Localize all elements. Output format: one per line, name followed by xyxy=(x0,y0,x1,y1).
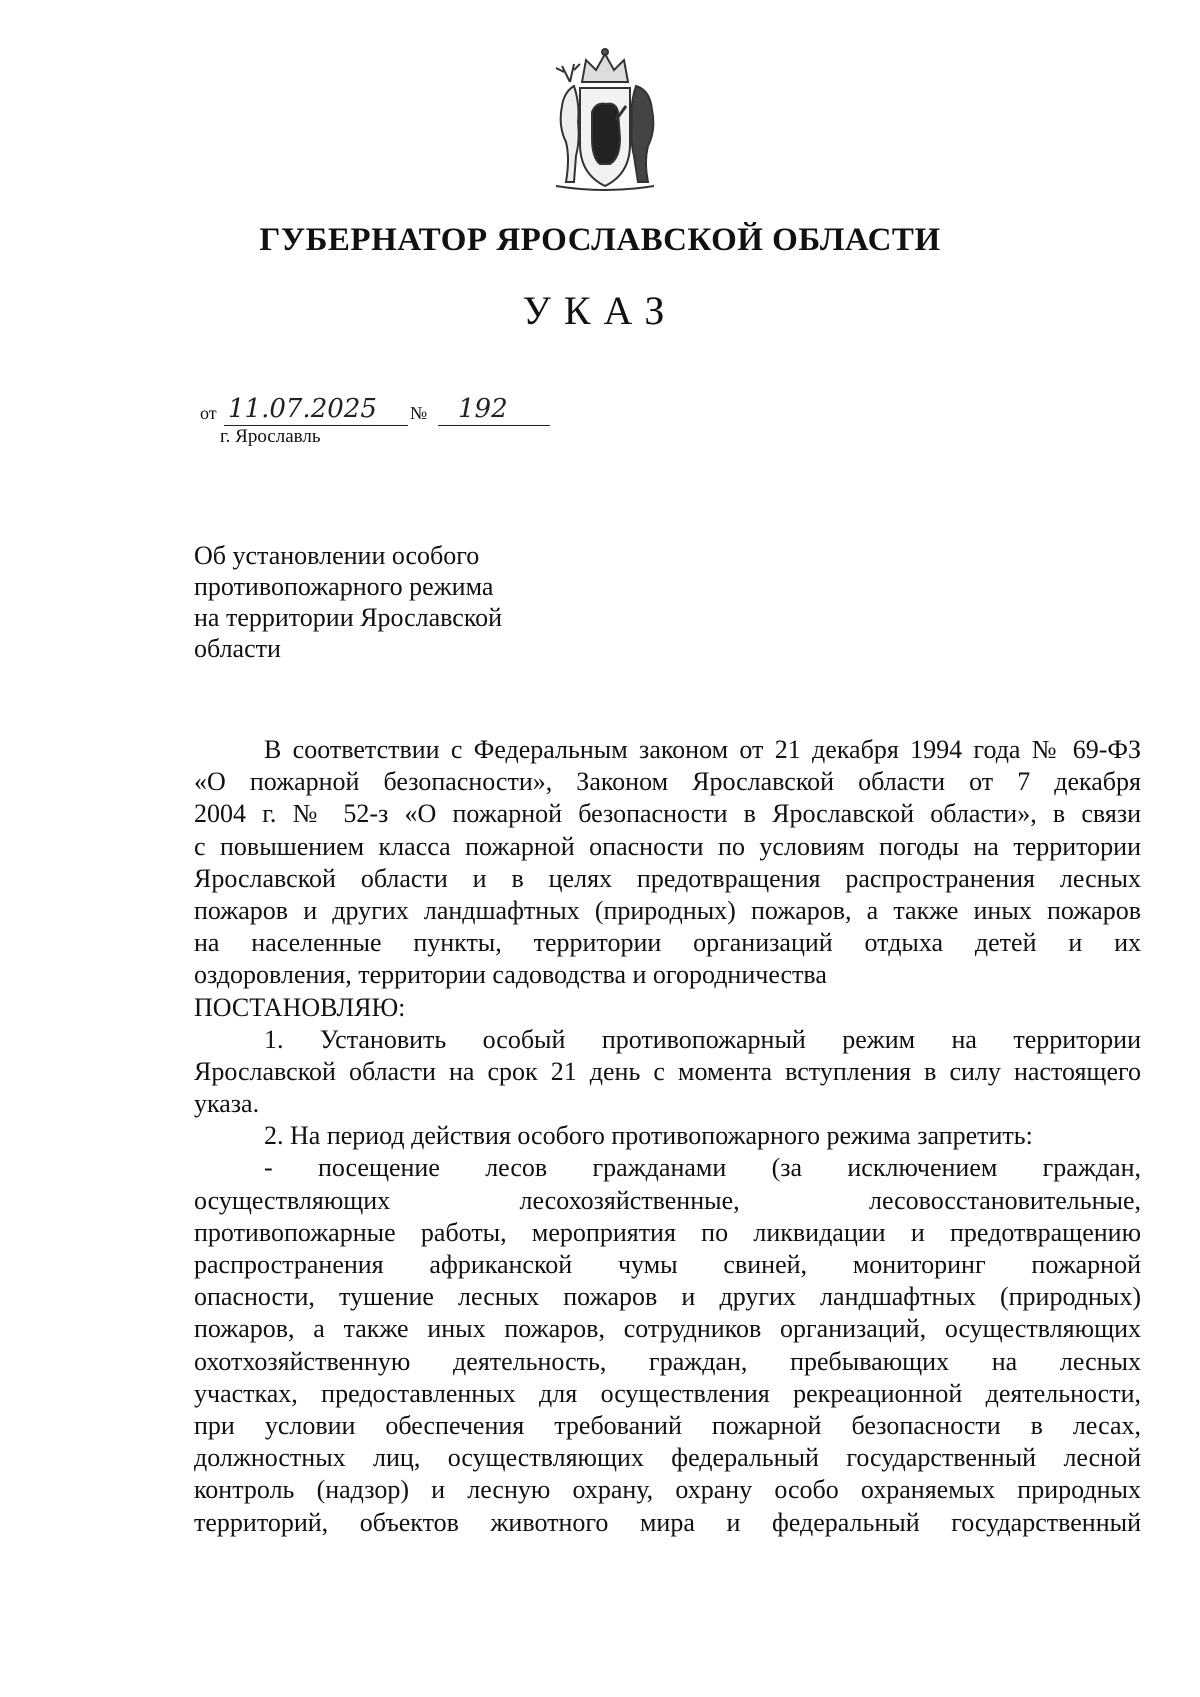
date-prefix: от xyxy=(200,403,217,423)
issuing-authority: ГУБЕРНАТОР ЯРОСЛАВСКОЙ ОБЛАСТИ xyxy=(259,222,941,258)
preamble-line: 2004 г. № 52-з «О пожарной безопасности в Ярославской области», в связи xyxy=(194,799,1141,829)
preamble-line: на населенные пункты, территории организаций отдыха детей и их xyxy=(194,928,1141,958)
number-prefix: № xyxy=(410,403,428,423)
item2-sub-line: пожаров, а также иных пожаров, сотрудников организаций, осуществляющих xyxy=(194,1314,1141,1344)
document-body xyxy=(194,734,1141,1539)
document-subject xyxy=(194,540,502,664)
item2-sub-line: контроль (надзор) и лесную охрану, охрану особо охраняемых природных xyxy=(194,1475,1141,1505)
coat-of-arms-emblem xyxy=(530,46,680,196)
date-number-line xyxy=(200,386,580,426)
preamble-line: пожаров и других ландшафтных (природных) пожаров, а также иных пожаров xyxy=(194,895,1141,925)
city: г. Ярославль xyxy=(220,426,321,447)
document-type: УКАЗ xyxy=(522,288,678,333)
item2-sub-line: распространения африканской чумы свиней, мониторинг пожарной xyxy=(194,1250,1141,1279)
item2-sub-line: - посещение лесов гражданами (за исключением граждан, xyxy=(264,1153,1141,1183)
preamble-line: оздоровления, территории садоводства и огородничества xyxy=(194,960,827,990)
subject-line: Об установлении особого xyxy=(194,541,480,570)
subject-line: области xyxy=(194,634,281,663)
preamble-line: В соответствии с Федеральным законом от 21 декабря 1994 года № 69-ФЗ xyxy=(264,735,1141,764)
item2-sub-line: должностных лиц, осуществляющих федеральный государственный лесной xyxy=(194,1443,1141,1473)
item2-sub-line: при условии обеспечения требований пожарной безопасности в лесах, xyxy=(194,1410,1141,1440)
preamble-line: Ярославской области и в целях предотвращения распространения лесных xyxy=(194,863,1141,893)
item1-line: указа. xyxy=(194,1089,260,1119)
preamble-line: с повышением класса пожарной опасности по условиям погоды на территории xyxy=(194,831,1141,861)
item2-sub-line: опасности, тушение лесных пожаров и других ландшафтных (природных) xyxy=(194,1282,1141,1312)
subject-line: на территории Ярославской xyxy=(194,603,503,632)
resolve-heading: ПОСТАНОВЛЯЮ: xyxy=(194,992,406,1022)
item2-sub-line: охотхозяйственную деятельность, граждан, пребывающих на лесных xyxy=(194,1346,1141,1376)
item2-sub-line: осуществляющих лесохозяйственные, лесовосстановительные, xyxy=(194,1185,1141,1215)
preamble-line: «О пожарной безопасности», Законом Ярославской области от 7 декабря xyxy=(194,767,1141,797)
item1-line: 1. Установить особый противопожарный режим на территории xyxy=(264,1024,1141,1054)
handwritten-number: 192 xyxy=(458,394,508,424)
handwritten-date: 11.07.2025 xyxy=(228,394,377,424)
item2-sub-line: участках, предоставленных для осуществления рекреационной деятельности, xyxy=(194,1378,1141,1408)
subject-line: противопожарного режима xyxy=(194,572,494,601)
item2-heading: 2. На период действия особого противопожарного режима запретить: xyxy=(264,1121,1033,1151)
item2-sub-line: территорий, объектов животного мира и федеральный государственный xyxy=(194,1507,1141,1537)
item1-line: Ярославской области на срок 21 день с момента вступления в силу настоящего xyxy=(194,1056,1141,1086)
item2-sub-line: противопожарные работы, мероприятия по ликвидации и предотвращению xyxy=(194,1217,1141,1247)
